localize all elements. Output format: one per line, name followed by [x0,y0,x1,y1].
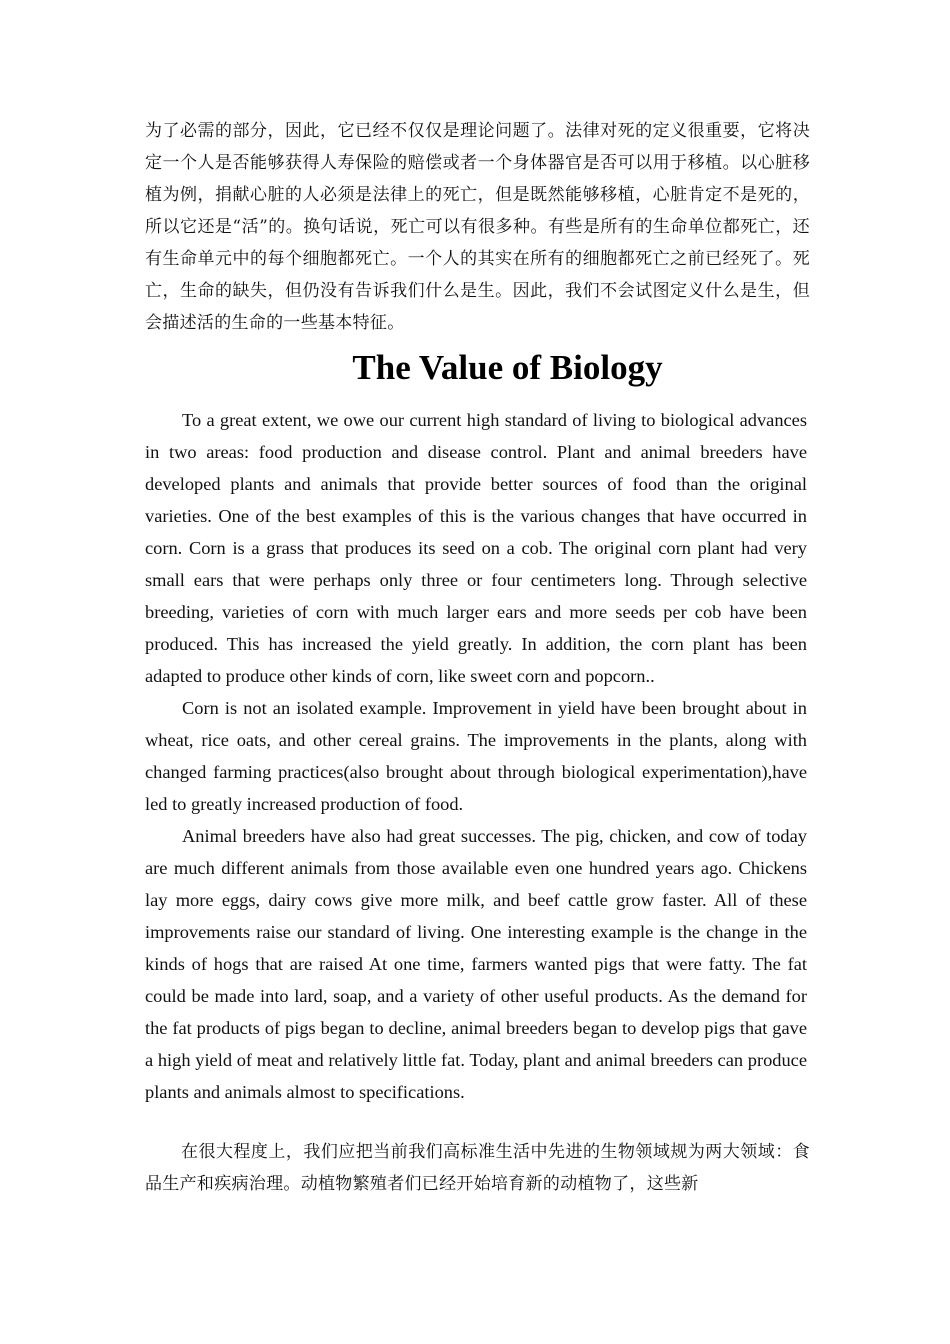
english-body [145,404,807,1108]
paragraph-animal-breeders: Animal breeders have also had great successes. The pig, chicken, and cow of today are much different animals from those available even one hundred years ago. Chickens lay more eggs, dairy cows give more milk, and beef cattle grow faster. All of these improvements raise our standard of living. One interesting example is the change in the kinds of hogs that are raised At one time, farmers wanted pigs that were fatty. The fat could be made into lard, soap, and a variety of other useful products. As the demand for the fat products of pigs began to decline, animal breeders began to develop pigs that gave a high yield of meat and relatively little fat. Today, plant and animal breeders can produce plants and animals almost to specifications. [145,826,807,1102]
chinese-intro-paragraph: 为了必需的部分，因此，它已经不仅仅是理论问题了。法律对死的定义很重要，它将决定一个人是否能够获得人寿保险的赔偿或者一个身体器官是否可以用于移植。以心脏移植为例，捐献心脏的人必须是法律上的死亡，但是既然能够移植，心脏肯定不是死的，所以它还是“活”的。换句话说，死亡可以有很多种。有些是所有的生命单位都死亡，还有生命单元中的每个细胞都死亡。一个人的其实在所有的细胞都死亡之前已经死了。死亡，生命的缺失，但仍没有告诉我们什么是生。因此，我们不会试图定义什么是生，但会描述活的生命的一些基本特征。 [145,121,810,333]
paragraph-corn-breeding: To a great extent, we owe our current high standard of living to biological advances in two areas: food production and disease control. Plant and animal breeders have developed plants and animals that provide better sources of food than the original varieties. One of the best examples of this is the various changes that have occurred in corn. Corn is a grass that produces its seed on a cob. The original corn plant had very small ears that were perhaps only three or four centimeters long. Through selective breeding, varieties of corn with much larger ears and more seeds per cob have been produced. This has increased the yield greatly. In addition, the corn plant has been adapted to produce other kinds of corn, like sweet corn and popcorn.. [145,410,807,686]
chinese-translation-paragraph: 在很大程度上，我们应把当前我们高标准生活中先进的生物领域规为两大领域：食品生产和疾病治理。动植物繁殖者们已经开始培育新的动植物了，这些新 [145,1142,810,1194]
paragraph-cereal-grains: Corn is not an isolated example. Improvement in yield have been brought about in wheat, rice oats, and other cereal grains. The improvements in the plants, along with changed farming practices(also brought about through biological experimentation),have led to greatly increased production of food. [145,698,807,814]
section-title: The Value of Biology [352,348,663,387]
